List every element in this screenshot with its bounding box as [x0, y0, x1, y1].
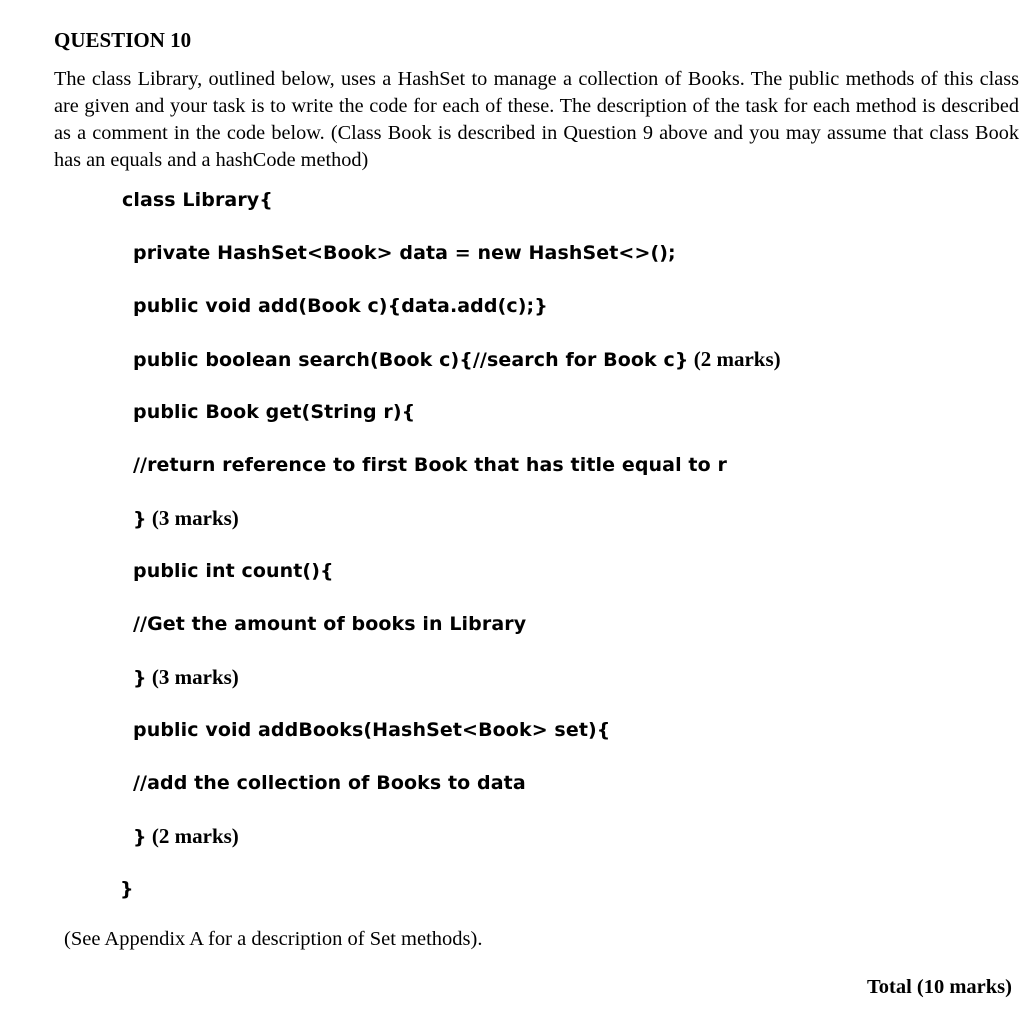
count-marks: (3 marks) — [146, 665, 239, 689]
addbooks-comment: //add the collection of Books to data — [133, 772, 526, 794]
count-close-line — [133, 663, 239, 691]
class-declaration: class Library{ — [122, 189, 273, 211]
class-close-brace: } — [120, 878, 134, 900]
count-signature: public int count(){ — [133, 560, 334, 582]
add-method: public void add(Book c){data.add(c);} — [133, 295, 548, 317]
count-comment: //Get the amount of books in Library — [133, 613, 527, 635]
search-method-line — [133, 345, 781, 373]
get-comment: //return reference to first Book that has title equal to r — [133, 454, 727, 476]
field-declaration: private HashSet<Book> data = new HashSet<>(); — [133, 242, 676, 264]
addbooks-close-brace: } — [133, 826, 147, 848]
appendix-note: (See Appendix A for a description of Set methods). — [64, 928, 483, 950]
get-marks: (3 marks) — [146, 506, 239, 530]
get-signature: public Book get(String r){ — [133, 401, 416, 423]
addbooks-close-line — [133, 822, 239, 850]
question-heading: QUESTION 10 — [54, 28, 192, 52]
count-close-brace: } — [133, 667, 147, 689]
addbooks-marks: (2 marks) — [146, 824, 239, 848]
get-close-line — [133, 504, 239, 532]
addbooks-signature: public void addBooks(HashSet<Book> set){ — [133, 719, 611, 741]
search-method: public boolean search(Book c){//search for Book c} — [133, 349, 689, 371]
get-close-brace: } — [133, 508, 147, 530]
total-marks: Total (10 marks) — [866, 976, 1012, 998]
question-intro: The class Library, outlined below, uses a HashSet to manage a collection of Books. The public methods of this class are given and your task is to write the code for each of these. The description of the task for each method is described as a comment in the code below. (Class Book is described in Question 9 above and you may assume that class Book has an equals and a hashCode method) — [54, 68, 1019, 171]
search-marks: (2 marks) — [688, 347, 781, 371]
